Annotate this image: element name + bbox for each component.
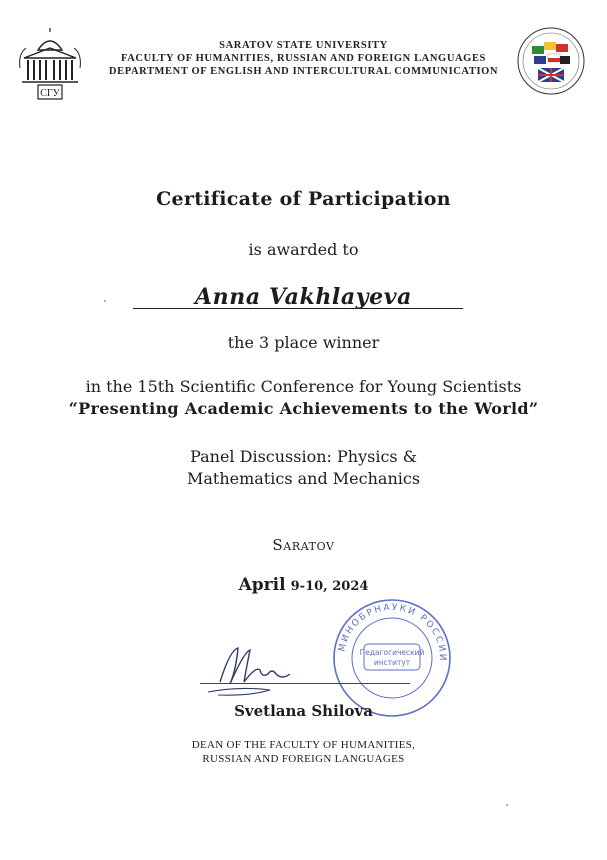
department-emblem [516, 26, 586, 96]
signer-name: Svetlana Shilova [234, 702, 373, 720]
date-month: April [238, 575, 286, 595]
signature-line [200, 683, 410, 684]
faculty-name: FACULTY OF HUMANITIES, RUSSIAN AND FOREIGN LANGUAGES [120, 53, 486, 64]
signer-role-line-2: RUSSIAN AND FOREIGN LANGUAGES [202, 753, 405, 765]
university-name: SARATOV STATE UNIVERSITY [219, 40, 388, 51]
city-text: Saratov [272, 536, 335, 554]
event-date [0, 575, 607, 595]
signature-scribble [200, 640, 320, 700]
conference-title: “Presenting Academic Achievements to the World” [68, 399, 539, 418]
recipient-name: Anna Vakhlayeva [195, 284, 412, 310]
university-emblem [18, 28, 82, 100]
decorative-dot [506, 804, 508, 806]
recipient-underline [133, 308, 463, 309]
department-name: DEPARTMENT OF ENGLISH AND INTERCULTURAL COMMUNICATION [108, 66, 499, 77]
awarded-text: is awarded to [248, 240, 359, 259]
panel-line-2: Mathematics and Mechanics [186, 469, 421, 488]
place-text: the 3 place winner [227, 333, 380, 352]
emblem-logo-text: СГУ [40, 88, 60, 99]
certificate-title: Certificate of Participation [156, 188, 451, 210]
panel-line-1: Panel Discussion: Physics & [190, 447, 417, 466]
signer-role-line-1: DEAN OF THE FACULTY OF HUMANITIES, [191, 739, 416, 751]
stamp-inner-line-2: институт [373, 658, 411, 667]
stamp-inner-line-1: Педагогический [359, 648, 425, 657]
date-days: 9-10, 2024 [290, 579, 369, 594]
conference-line: in the 15th Scientific Conference for Young Scientists [85, 377, 522, 396]
stamp-outer-text: МИНОБРНАУКИ РОССИИ [337, 602, 448, 663]
